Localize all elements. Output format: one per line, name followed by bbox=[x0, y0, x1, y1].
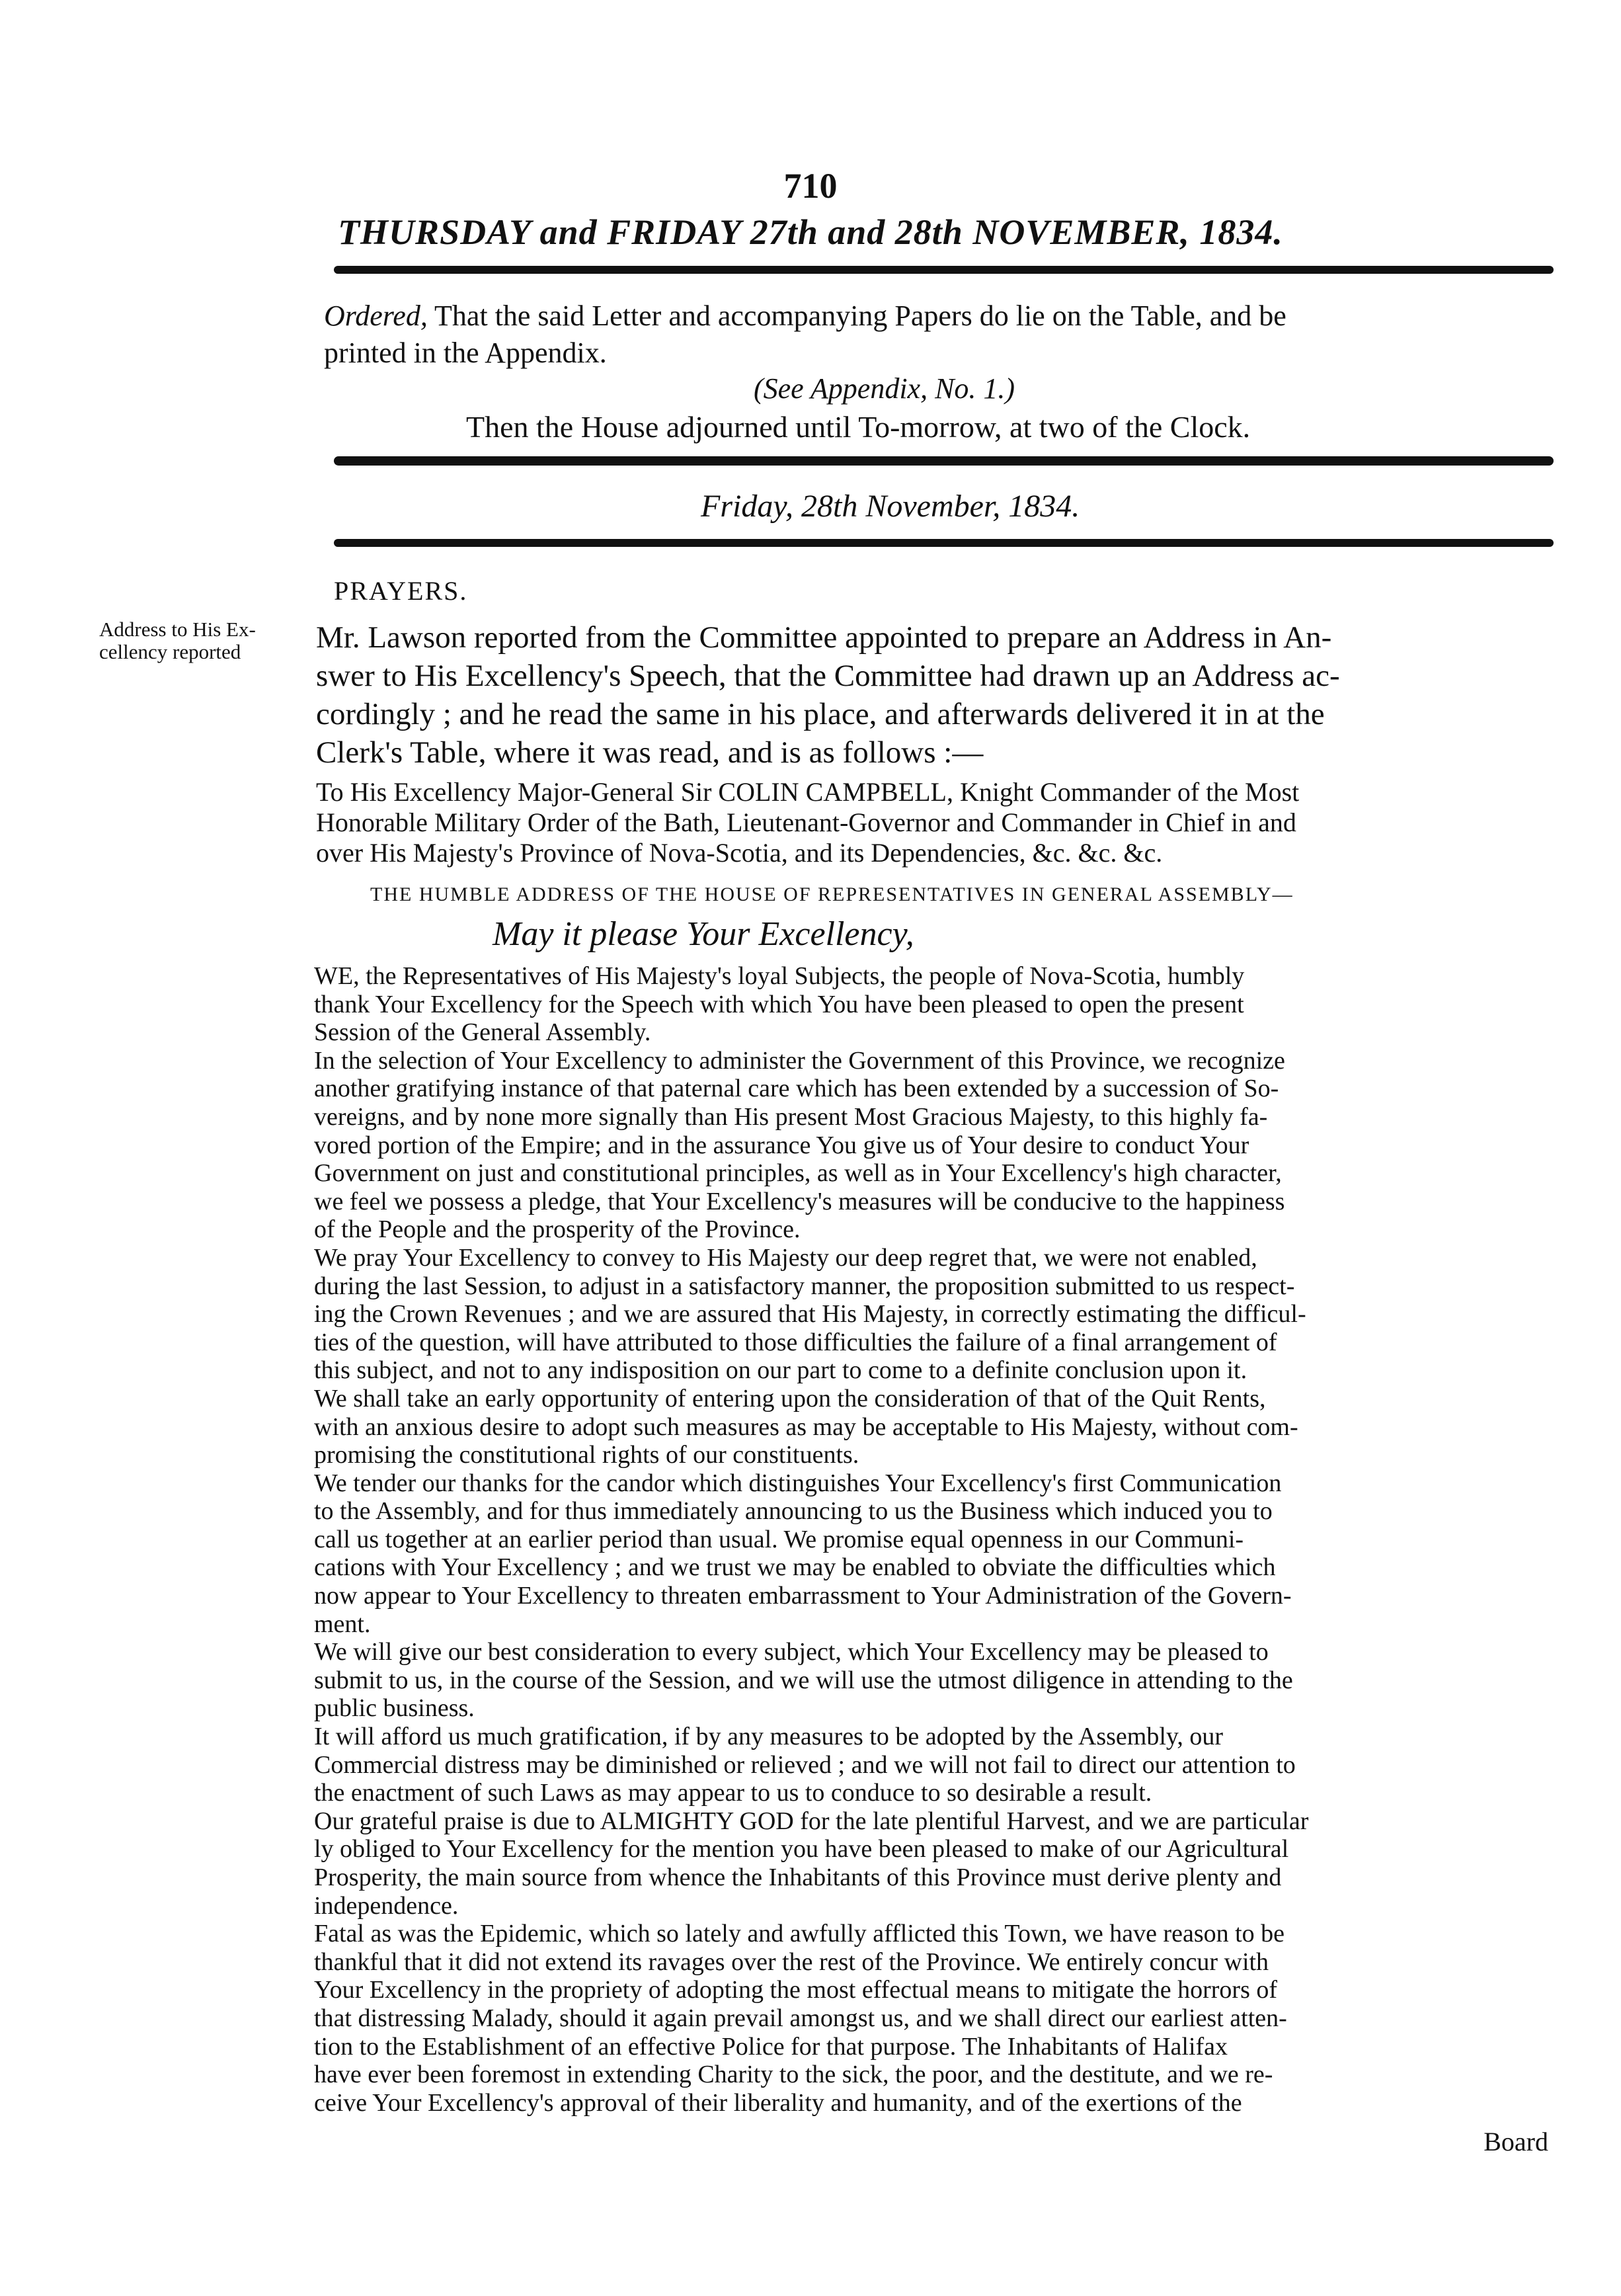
see-appendix: (See Appendix, No. 1.) bbox=[754, 372, 1015, 405]
salutation: May it please Your Excellency, bbox=[493, 915, 914, 953]
page-number: 710 bbox=[783, 166, 838, 206]
catchword: Board bbox=[1483, 2127, 1548, 2156]
prayers-heading: PRAYERS. bbox=[334, 576, 468, 606]
lawson-report-paragraph: Mr. Lawson reported from the Committee appointed to prepare an Address in An- swer to His Excellency's Speech, that the Committee had drawn up an Address ac- cordingly ; and he read the same in his place, and afterwards delivered it in at the Clerk's Table, where it was read, and is as follows :— bbox=[316, 620, 1340, 770]
header-rule bbox=[334, 266, 1554, 274]
address-body: WE, the Representatives of His Majesty's loyal Subjects, the people of Nova-Scotia, humbly thank Your Excellency for the Speech with which You have been pleased to open the present Session of the General Assembly. In the selection of Your Excellency to administer the Government of this Province, we recognize another gratifying instance of that paternal care which has been extended by a succession of So- vereigns, and by none more signally than His present Most Gracious Majesty, to this highly fa- vored portion of the Empire; and in the assurance You give us of Your desire to conduct Your Government on just and constitutional principles, as well as in Your Excellency's high character, we feel we possess a pledge, that Your Excellency's measures will be conducive to the happiness of the People and the prosperity of the Province. We pray Your Excellency to convey to His Majesty our deep regret that, we were not enabled, during the last Session, to adjust in a satisfactory manner, the proposition submitted to us respect- ing the Crown Revenues ; and we are assured that His Majesty, in correctly estimating the difficul- ties of the question, will have attributed to those difficulties the failure of a final arrangement of this subject, and not to any indisposition on our part to come to a definite conclusion upon it. We shall take an early opportunity of entering upon the consideration of that of the Quit Rents, with an anxious desire to adopt such measures as may be acceptable to His Majesty, without com- promising the constitutional rights of our constituents. We tender our thanks for the candor which distinguishes Your Excellency's first Communication to the Assembly, and for thus immediately announcing to us the Business which induced you to call us together at an earlier period than usual. We promise equal openness in our Communi- cations with Your Excellency ; and we trust we may be enabled to obviate the difficulties which now appear to Your Excellency to threaten embarrassment to Your Administration of the Govern- ment. We will give our best consideration to every subject, which Your Excellency may be pleased to submit to us, in the course of the Session, and we will use the utmost diligence in attending to the public business. It will afford us much gratification, if by any measures to be adopted by the Assembly, our Commercial distress may be diminished or relieved ; and we will not fail to direct our attention to the enactment of such Laws as may appear to us to conduce to so desirable a result. Our grateful praise is due to ALMIGHTY GOD for the late plentiful Harvest, and we are particular ly obliged to Your Excellency for the mention you have been pleased to make of our Agricultural Prosperity, the main source from whence the Inhabitants of this Province must derive plenty and independence. Fatal as was the Epidemic, which so lately and awfully afflicted this Town, we have reason to be thankful that it did not extend its ravages over the rest of the Province. We entirely concur with Your Excellency in the propriety of adopting the most effectual means to mitigate the horrors of that distressing Malady, should it again prevail amongst us, and we shall direct our earliest atten- tion to the Establishment of an effective Police for that purpose. The Inhabitants of Halifax have ever been foremost in extending Charity to the sick, the poor, and the destitute, and we re- ceive Your Excellency's approval of their liberality and humanity, and of the exertions of the bbox=[314, 962, 1309, 2117]
date-heading: Friday, 28th November, 1834. bbox=[701, 489, 1080, 524]
margin-note: Address to His Ex- cellency reported bbox=[99, 618, 256, 663]
date-rule bbox=[334, 539, 1554, 547]
section-rule bbox=[334, 456, 1554, 466]
ordered-text: That the said Letter and accompanying Papers do lie on the Table, and be printed in the Appendix. bbox=[324, 300, 1286, 369]
address-title: THE HUMBLE ADDRESS OF THE HOUSE OF REPRESENTATIVES IN GENERAL ASSEMBLY— bbox=[370, 883, 1294, 905]
adjournment-notice: Then the House adjourned until To-morrow, at two of the Clock. bbox=[466, 410, 1251, 444]
running-head: THURSDAY and FRIDAY 27th and 28th NOVEMBER, 1834. bbox=[338, 212, 1283, 252]
ordered-lead: Ordered, bbox=[324, 300, 428, 332]
ordered-paragraph bbox=[324, 298, 1554, 372]
address-recipient: To His Excellency Major-General Sir COLIN CAMPBELL, Knight Commander of the Most Honorable Military Order of the Bath, Lieutenant-Governor and Commander in Chief in and over His Majesty's Province of Nova-Scotia, and its Dependencies, &c. &c. &c. bbox=[316, 777, 1300, 868]
